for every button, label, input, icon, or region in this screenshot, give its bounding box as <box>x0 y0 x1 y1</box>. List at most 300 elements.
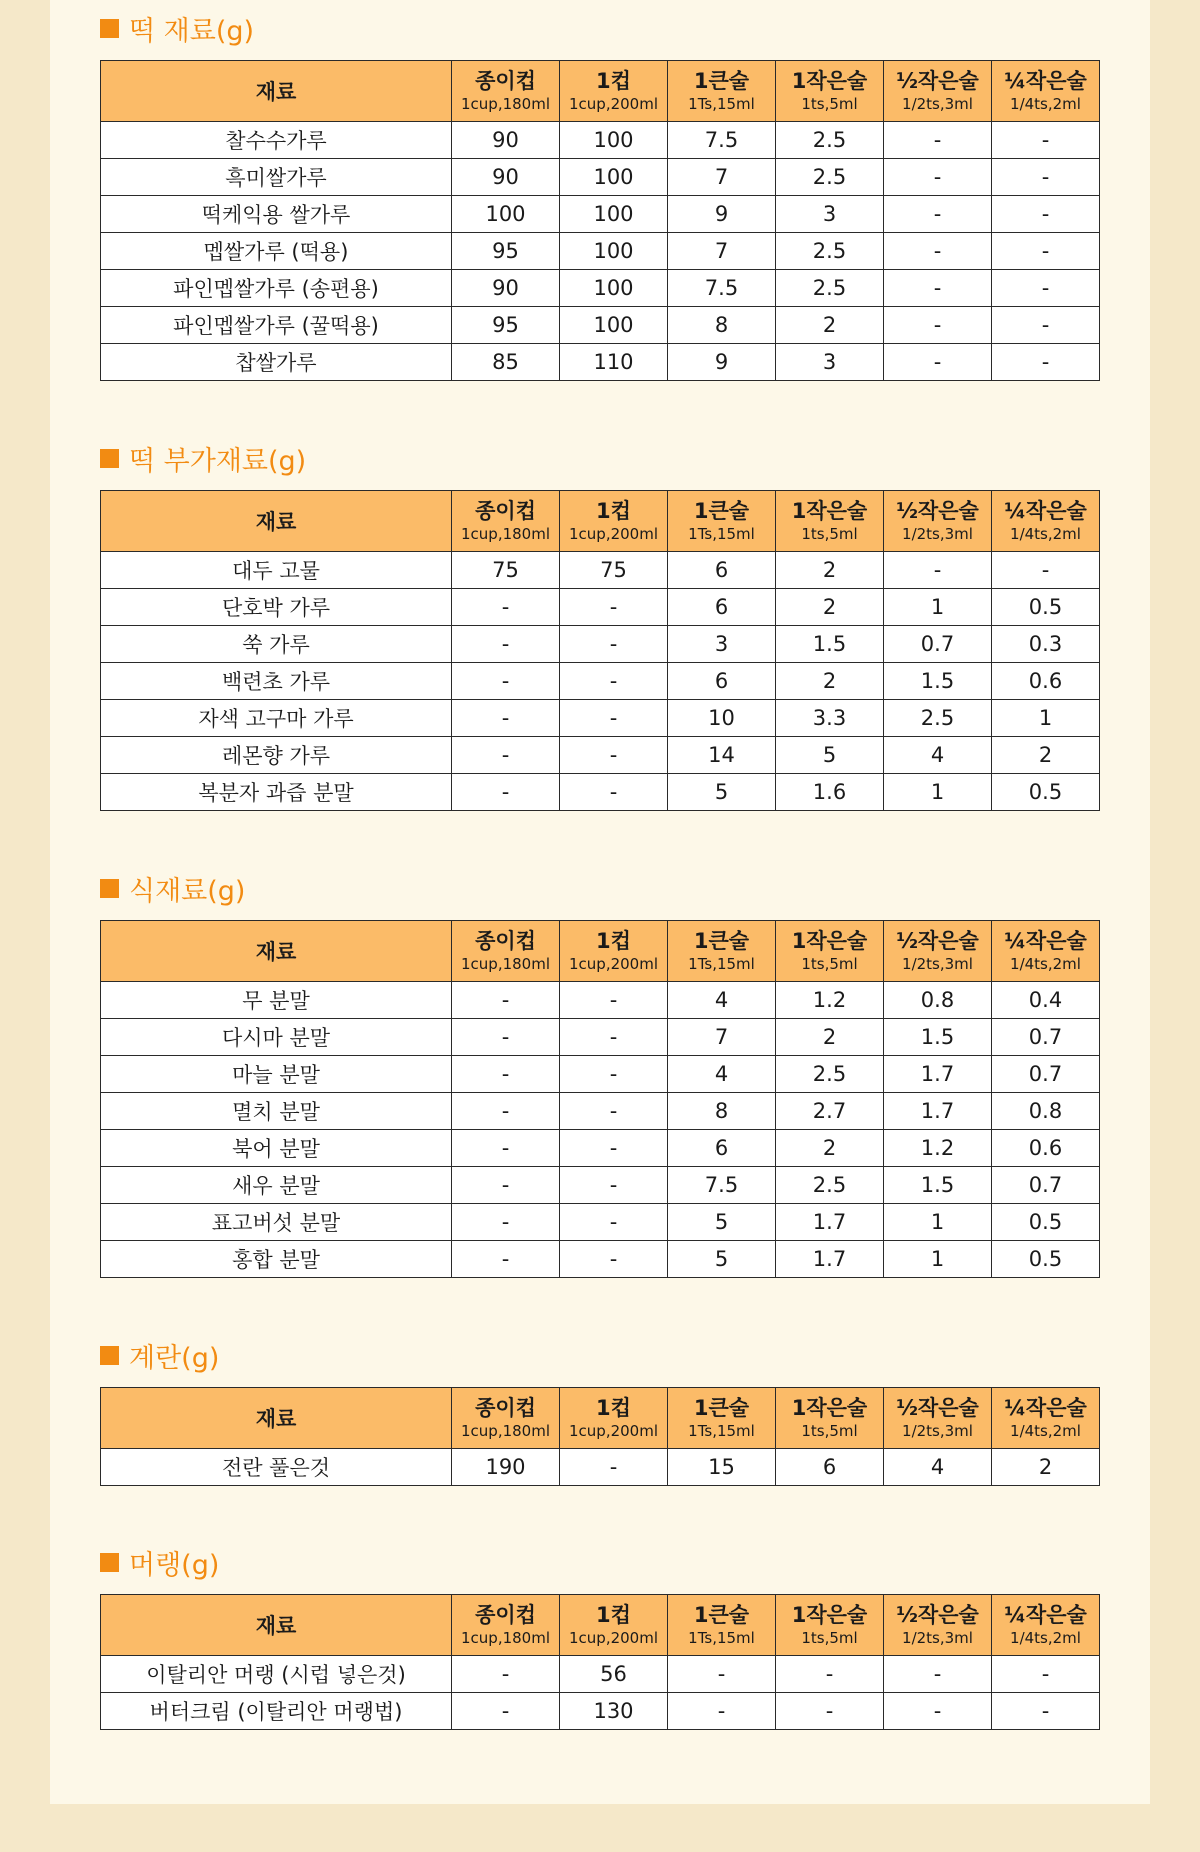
header-col-main: ½작은술 <box>896 929 979 953</box>
table-cell: - <box>560 589 668 626</box>
table-header-row <box>101 921 1100 982</box>
header-col-main: ½작은술 <box>896 69 979 93</box>
ingredient-name: 홍합 분말 <box>101 1241 452 1278</box>
table-cell: 7 <box>668 233 776 270</box>
table-cell: - <box>560 1204 668 1241</box>
table-cell: 2.7 <box>776 1093 884 1130</box>
ingredient-table <box>100 490 1100 811</box>
table-cell: - <box>992 122 1100 159</box>
table-row <box>101 1019 1100 1056</box>
header-col-main: 종이컵 <box>475 499 536 523</box>
header-col-sub: 1ts,5ml <box>801 1629 858 1647</box>
header-col-sub: 1/4ts,2ml <box>1010 525 1081 543</box>
table-cell: 56 <box>560 1656 668 1693</box>
table-row <box>101 663 1100 700</box>
header-col <box>560 491 668 552</box>
table-cell: 2 <box>776 589 884 626</box>
ingredient-name: 찰수수가루 <box>101 122 452 159</box>
header-col-main: 1컵 <box>596 1603 631 1627</box>
header-name: 재료 <box>101 491 452 552</box>
header-name: 재료 <box>101 61 452 122</box>
header-col-main: 종이컵 <box>475 1396 536 1420</box>
header-col <box>560 1388 668 1449</box>
table-cell: 4 <box>884 1449 992 1486</box>
header-col <box>884 491 992 552</box>
table-cell: 0.6 <box>992 1130 1100 1167</box>
ingredient-name: 단호박 가루 <box>101 589 452 626</box>
header-col <box>668 1388 776 1449</box>
header-col <box>776 61 884 122</box>
table-cell: - <box>992 270 1100 307</box>
table-cell: - <box>992 196 1100 233</box>
table-cell: - <box>452 1241 560 1278</box>
table-cell: 1 <box>884 589 992 626</box>
table-cell: 0.8 <box>992 1093 1100 1130</box>
header-name: 재료 <box>101 1595 452 1656</box>
header-col-main: 1큰술 <box>693 1396 750 1420</box>
header-col-sub: 1cup,180ml <box>461 1422 550 1440</box>
table-cell: - <box>560 1056 668 1093</box>
table-header-row <box>101 1388 1100 1449</box>
header-col-main: ¼작은술 <box>1004 929 1087 953</box>
table-cell: - <box>992 1656 1100 1693</box>
section-title-text: 계란(g) <box>129 1342 220 1374</box>
ingredient-table <box>100 920 1100 1278</box>
square-bullet-icon <box>100 449 119 468</box>
square-bullet-icon <box>100 879 119 898</box>
header-col-main: ½작은술 <box>896 499 979 523</box>
header-col-sub: 1/2ts,3ml <box>902 95 973 113</box>
table-cell: 6 <box>776 1449 884 1486</box>
header-col-sub: 1/2ts,3ml <box>902 1629 973 1647</box>
ingredient-name: 자색 고구마 가루 <box>101 700 452 737</box>
table-cell: 8 <box>668 1093 776 1130</box>
table-header-row <box>101 1595 1100 1656</box>
ingredient-name: 이탈리안 머랭 (시럽 넣은것) <box>101 1656 452 1693</box>
table-cell: 190 <box>452 1449 560 1486</box>
header-col <box>452 1388 560 1449</box>
header-col-sub: 1cup,180ml <box>461 955 550 973</box>
table-cell: - <box>668 1693 776 1730</box>
square-bullet-icon <box>100 19 119 38</box>
header-col-main: 1작은술 <box>791 1396 868 1420</box>
section-2 <box>100 868 1100 1278</box>
header-col-sub: 1cup,200ml <box>569 1422 658 1440</box>
table-cell: 1 <box>992 700 1100 737</box>
header-col-main: ¼작은술 <box>1004 1603 1087 1627</box>
table-cell: 0.7 <box>992 1056 1100 1093</box>
table-cell: - <box>776 1693 884 1730</box>
table-cell: 100 <box>560 233 668 270</box>
header-name: 재료 <box>101 1388 452 1449</box>
table-cell: 130 <box>560 1693 668 1730</box>
table-row <box>101 122 1100 159</box>
table-cell: - <box>452 1056 560 1093</box>
ingredient-name: 버터크림 (이탈리안 머랭법) <box>101 1693 452 1730</box>
header-col-sub: 1/2ts,3ml <box>902 955 973 973</box>
table-cell: 7.5 <box>668 270 776 307</box>
table-cell: 8 <box>668 307 776 344</box>
header-col-sub: 1ts,5ml <box>801 955 858 973</box>
section-3 <box>100 1335 1100 1486</box>
table-row <box>101 159 1100 196</box>
table-row <box>101 344 1100 381</box>
table-cell: - <box>560 626 668 663</box>
header-col-main: 1컵 <box>596 929 631 953</box>
table-cell: 2.5 <box>776 233 884 270</box>
header-col-main: ½작은술 <box>896 1603 979 1627</box>
header-col-main: 종이컵 <box>475 1603 536 1627</box>
header-col-sub: 1Ts,15ml <box>688 1422 755 1440</box>
table-cell: 2 <box>776 663 884 700</box>
header-col <box>992 491 1100 552</box>
header-col <box>992 61 1100 122</box>
table-cell: - <box>560 774 668 811</box>
ingredient-name: 떡케익용 쌀가루 <box>101 196 452 233</box>
table-cell: 6 <box>668 552 776 589</box>
section-title-text: 떡 부가재료(g) <box>129 445 307 477</box>
table-cell: 14 <box>668 737 776 774</box>
header-col-sub: 1cup,180ml <box>461 1629 550 1647</box>
table-cell: 2 <box>776 1019 884 1056</box>
table-cell: 3 <box>668 626 776 663</box>
header-col <box>560 921 668 982</box>
table-cell: 1.5 <box>884 1019 992 1056</box>
table-row <box>101 589 1100 626</box>
table-cell: 95 <box>452 307 560 344</box>
header-col-sub: 1Ts,15ml <box>688 955 755 973</box>
table-cell: - <box>452 1204 560 1241</box>
table-cell: 4 <box>668 982 776 1019</box>
table-cell: - <box>884 233 992 270</box>
header-col <box>992 1595 1100 1656</box>
table-cell: 2.5 <box>884 700 992 737</box>
header-col-sub: 1/2ts,3ml <box>902 525 973 543</box>
table-cell: 1.7 <box>884 1093 992 1130</box>
ingredient-name: 찹쌀가루 <box>101 344 452 381</box>
ingredient-name: 대두 고물 <box>101 552 452 589</box>
table-cell: 2.5 <box>776 159 884 196</box>
header-col-sub: 1/2ts,3ml <box>902 1422 973 1440</box>
table-cell: 2.5 <box>776 270 884 307</box>
table-cell: 2.5 <box>776 1167 884 1204</box>
table-cell: - <box>992 552 1100 589</box>
header-col-sub: 1cup,200ml <box>569 955 658 973</box>
table-row <box>101 1241 1100 1278</box>
table-row <box>101 1693 1100 1730</box>
table-cell: - <box>452 982 560 1019</box>
header-col <box>452 1595 560 1656</box>
table-cell: - <box>452 589 560 626</box>
header-col-sub: 1Ts,15ml <box>688 1629 755 1647</box>
ingredient-table <box>100 1594 1100 1730</box>
table-cell: - <box>452 663 560 700</box>
table-row <box>101 1093 1100 1130</box>
header-col-sub: 1ts,5ml <box>801 525 858 543</box>
section-title <box>100 868 1100 908</box>
table-cell: 0.5 <box>992 1204 1100 1241</box>
table-cell: 9 <box>668 196 776 233</box>
ingredient-name: 마늘 분말 <box>101 1056 452 1093</box>
table-cell: 75 <box>452 552 560 589</box>
header-col-main: 1큰술 <box>693 1603 750 1627</box>
ingredient-name: 북어 분말 <box>101 1130 452 1167</box>
ingredient-name: 백련초 가루 <box>101 663 452 700</box>
section-title-text: 떡 재료(g) <box>129 15 255 47</box>
table-row <box>101 700 1100 737</box>
ingredient-name: 파인멥쌀가루 (꿀떡용) <box>101 307 452 344</box>
table-cell: 4 <box>668 1056 776 1093</box>
table-cell: 4 <box>884 737 992 774</box>
header-col-sub: 1/4ts,2ml <box>1010 955 1081 973</box>
ingredient-name: 다시마 분말 <box>101 1019 452 1056</box>
table-cell: - <box>452 626 560 663</box>
ingredient-name: 복분자 과즙 분말 <box>101 774 452 811</box>
table-cell: 1 <box>884 774 992 811</box>
table-cell: 5 <box>776 737 884 774</box>
header-col <box>776 921 884 982</box>
table-cell: 15 <box>668 1449 776 1486</box>
table-cell: 7.5 <box>668 1167 776 1204</box>
header-col-main: 1작은술 <box>791 499 868 523</box>
table-cell: - <box>452 1093 560 1130</box>
section-title <box>100 1542 1100 1582</box>
header-col-main: 1컵 <box>596 1396 631 1420</box>
table-cell: 0.6 <box>992 663 1100 700</box>
table-cell: 1.5 <box>884 1167 992 1204</box>
section-4 <box>100 1542 1100 1730</box>
table-cell: 7.5 <box>668 122 776 159</box>
table-cell: 0.3 <box>992 626 1100 663</box>
table-cell: - <box>992 1693 1100 1730</box>
table-cell: - <box>560 737 668 774</box>
table-cell: 95 <box>452 233 560 270</box>
header-col <box>992 921 1100 982</box>
header-col <box>884 1388 992 1449</box>
header-col-sub: 1Ts,15ml <box>688 525 755 543</box>
header-col-main: 종이컵 <box>475 69 536 93</box>
table-cell: - <box>884 552 992 589</box>
section-title <box>100 8 1100 48</box>
header-col-main: 1작은술 <box>791 69 868 93</box>
table-cell: 1.6 <box>776 774 884 811</box>
table-row <box>101 1056 1100 1093</box>
table-cell: - <box>452 1019 560 1056</box>
table-cell: 2.5 <box>776 1056 884 1093</box>
header-col <box>776 1595 884 1656</box>
header-col <box>452 61 560 122</box>
ingredient-name: 파인멥쌀가루 (송편용) <box>101 270 452 307</box>
header-col-sub: 1/4ts,2ml <box>1010 95 1081 113</box>
table-cell: 0.5 <box>992 774 1100 811</box>
table-cell: 2 <box>992 1449 1100 1486</box>
section-0 <box>100 8 1100 381</box>
header-col-sub: 1ts,5ml <box>801 1422 858 1440</box>
table-cell: 90 <box>452 270 560 307</box>
header-col <box>668 1595 776 1656</box>
table-cell: 100 <box>560 159 668 196</box>
header-col-main: 1컵 <box>596 499 631 523</box>
ingredient-name: 쑥 가루 <box>101 626 452 663</box>
table-cell: 100 <box>560 196 668 233</box>
table-row <box>101 1167 1100 1204</box>
header-col <box>776 491 884 552</box>
header-col-sub: 1cup,180ml <box>461 95 550 113</box>
table-cell: - <box>452 774 560 811</box>
table-cell: 0.7 <box>992 1167 1100 1204</box>
table-cell: 7 <box>668 159 776 196</box>
table-cell: - <box>992 233 1100 270</box>
table-cell: 1.7 <box>776 1204 884 1241</box>
table-row <box>101 1656 1100 1693</box>
table-cell: 75 <box>560 552 668 589</box>
table-cell: 5 <box>668 774 776 811</box>
table-cell: - <box>884 1656 992 1693</box>
ingredient-name: 전란 풀은것 <box>101 1449 452 1486</box>
table-row <box>101 307 1100 344</box>
table-cell: 0.5 <box>992 1241 1100 1278</box>
header-col-main: ¼작은술 <box>1004 69 1087 93</box>
table-cell: - <box>884 1693 992 1730</box>
header-col <box>776 1388 884 1449</box>
header-col <box>668 491 776 552</box>
table-cell: 100 <box>560 307 668 344</box>
table-cell: - <box>452 700 560 737</box>
table-row <box>101 196 1100 233</box>
table-row <box>101 1204 1100 1241</box>
header-col-sub: 1cup,180ml <box>461 525 550 543</box>
table-cell: - <box>776 1656 884 1693</box>
table-cell: 2.5 <box>776 122 884 159</box>
table-cell: 1 <box>884 1241 992 1278</box>
table-cell: - <box>452 1167 560 1204</box>
table-cell: - <box>884 196 992 233</box>
table-row <box>101 774 1100 811</box>
table-cell: 100 <box>560 122 668 159</box>
table-row <box>101 626 1100 663</box>
square-bullet-icon <box>100 1346 119 1365</box>
table-row <box>101 737 1100 774</box>
table-cell: 2 <box>776 307 884 344</box>
section-title-text: 식재료(g) <box>129 875 246 907</box>
table-cell: - <box>560 1167 668 1204</box>
table-cell: 85 <box>452 344 560 381</box>
table-cell: - <box>560 700 668 737</box>
table-cell: 5 <box>668 1241 776 1278</box>
table-row <box>101 233 1100 270</box>
ingredient-name: 멸치 분말 <box>101 1093 452 1130</box>
table-cell: 90 <box>452 159 560 196</box>
table-row <box>101 1130 1100 1167</box>
header-col-sub: 1ts,5ml <box>801 95 858 113</box>
header-col <box>560 61 668 122</box>
section-1 <box>100 438 1100 811</box>
table-cell: - <box>560 1241 668 1278</box>
table-cell: - <box>560 982 668 1019</box>
table-row <box>101 1449 1100 1486</box>
header-col-sub: 1/4ts,2ml <box>1010 1422 1081 1440</box>
table-cell: - <box>992 307 1100 344</box>
header-col-sub: 1cup,200ml <box>569 1629 658 1647</box>
table-cell: 2 <box>992 737 1100 774</box>
header-col <box>884 921 992 982</box>
header-col <box>560 1595 668 1656</box>
table-cell: - <box>560 1130 668 1167</box>
table-cell: - <box>560 1449 668 1486</box>
table-row <box>101 270 1100 307</box>
ingredient-table <box>100 60 1100 381</box>
header-col <box>668 921 776 982</box>
table-cell: 2 <box>776 552 884 589</box>
table-cell: - <box>560 663 668 700</box>
table-cell: - <box>884 122 992 159</box>
square-bullet-icon <box>100 1553 119 1572</box>
table-cell: - <box>452 1130 560 1167</box>
table-cell: 0.7 <box>884 626 992 663</box>
table-cell: - <box>452 737 560 774</box>
table-cell: 1.7 <box>884 1056 992 1093</box>
table-cell: 1.2 <box>884 1130 992 1167</box>
table-cell: - <box>668 1656 776 1693</box>
table-cell: 2 <box>776 1130 884 1167</box>
header-name: 재료 <box>101 921 452 982</box>
header-col-main: 1작은술 <box>791 929 868 953</box>
table-cell: 1.5 <box>776 626 884 663</box>
ingredient-name: 멥쌀가루 (떡용) <box>101 233 452 270</box>
table-cell: 0.4 <box>992 982 1100 1019</box>
table-cell: 7 <box>668 1019 776 1056</box>
ingredient-name: 흑미쌀가루 <box>101 159 452 196</box>
table-row <box>101 982 1100 1019</box>
table-cell: 9 <box>668 344 776 381</box>
header-col-main: 1큰술 <box>693 69 750 93</box>
table-cell: 3.3 <box>776 700 884 737</box>
header-col-main: 1큰술 <box>693 499 750 523</box>
table-cell: 100 <box>452 196 560 233</box>
header-col-main: 1작은술 <box>791 1603 868 1627</box>
header-col <box>452 921 560 982</box>
table-cell: - <box>452 1693 560 1730</box>
section-title <box>100 1335 1100 1375</box>
ingredient-name: 레몬향 가루 <box>101 737 452 774</box>
table-cell: - <box>884 270 992 307</box>
header-col-sub: 1/4ts,2ml <box>1010 1629 1081 1647</box>
header-col-sub: 1Ts,15ml <box>688 95 755 113</box>
table-cell: - <box>992 344 1100 381</box>
header-col-main: ¼작은술 <box>1004 1396 1087 1420</box>
table-cell: 1.5 <box>884 663 992 700</box>
header-col-sub: 1cup,200ml <box>569 95 658 113</box>
table-cell: - <box>560 1093 668 1130</box>
header-col-main: 종이컵 <box>475 929 536 953</box>
table-cell: 1.7 <box>776 1241 884 1278</box>
ingredient-name: 무 분말 <box>101 982 452 1019</box>
table-cell: 6 <box>668 1130 776 1167</box>
header-col <box>452 491 560 552</box>
table-header-row <box>101 61 1100 122</box>
table-header-row <box>101 491 1100 552</box>
table-cell: 90 <box>452 122 560 159</box>
table-cell: - <box>452 1656 560 1693</box>
table-cell: - <box>884 159 992 196</box>
header-col <box>992 1388 1100 1449</box>
header-col-main: ¼작은술 <box>1004 499 1087 523</box>
table-cell: - <box>884 344 992 381</box>
table-cell: 3 <box>776 344 884 381</box>
header-col-main: 1컵 <box>596 69 631 93</box>
section-title-text: 머랭(g) <box>129 1549 220 1581</box>
header-col <box>884 61 992 122</box>
